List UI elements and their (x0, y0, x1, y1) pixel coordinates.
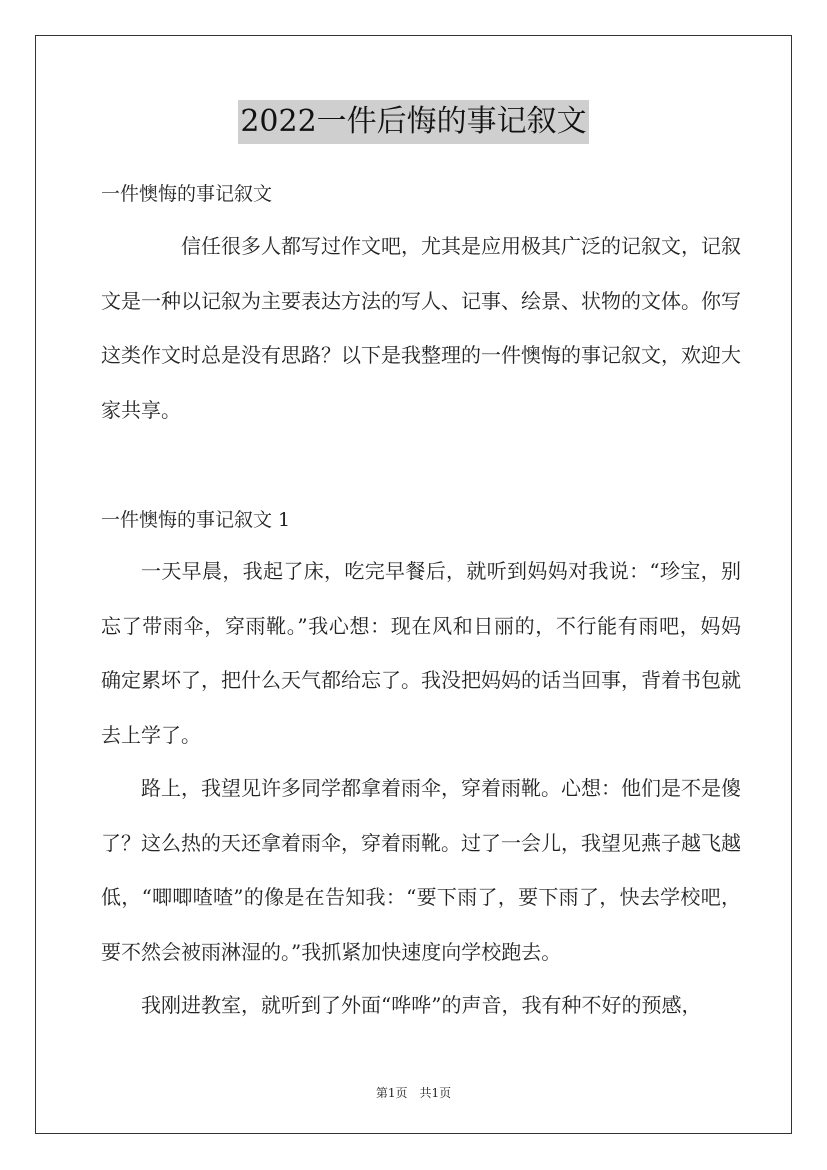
section-heading: 一件懊悔的事记叙文 1 (101, 509, 291, 531)
body-paragraph-3: 我刚进教室，就听到了外面“哗哗”的声音，我有种不好的预感， (141, 993, 702, 1017)
document-title-wrap (0, 100, 827, 144)
document-title: 2022一件后悔的事记叙文 (238, 100, 588, 144)
intro-heading: 一件懊悔的事记叙文 (101, 183, 273, 205)
body-paragraph-1: 一天早晨，我起了床，吃完早餐后，就听到妈妈对我说：“珍宝，别忘了带雨伞，穿雨靴。”我心想：现在风和日丽的，不行能有雨吧，妈妈确定累坏了，把什么天气都给忘了。我没把妈妈的话当回事，背着书包就去上学了。 (101, 559, 741, 747)
body-paragraph-2: 路上，我望见许多同学都拿着雨伞，穿着雨靴。心想：他们是不是傻了？这么热的天还拿着雨伞，穿着雨靴。过了一会儿，我望见燕子越飞越低，“唧唧喳喳”的像是在告知我：“要下雨了，要下雨了，快去学校吧，要不然会被雨淋湿的。”我抓紧加快速度向学校跑去。 (101, 776, 741, 964)
page-footer: 第1页 共1页 (375, 1086, 452, 1100)
intro-paragraph: 信任很多人都写过作文吧，尤其是应用极其广泛的记叙文，记叙文是一种以记叙为主要表达方法的写人、记事、绘景、状物的文体。你写这类作文时总是没有思路？以下是我整理的一件懊悔的事记叙文，欢迎大家共享。 (101, 234, 741, 422)
